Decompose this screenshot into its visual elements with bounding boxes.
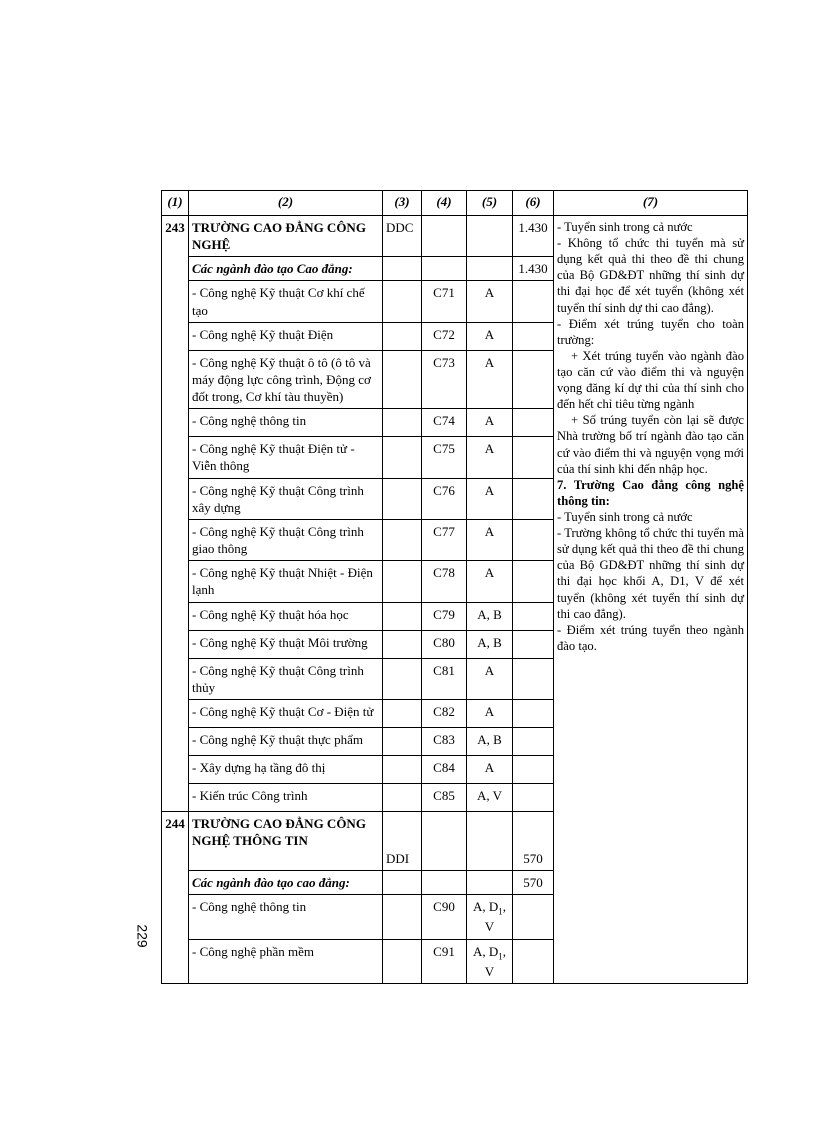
note-line: - Điểm xét trúng tuyển theo ngành đào tạo. bbox=[557, 622, 744, 653]
major-name: - Công nghệ Kỹ thuật Điện bbox=[189, 322, 383, 350]
major-name: - Công nghệ Kỹ thuật Cơ khí chế tạo bbox=[189, 281, 383, 322]
major-code: C84 bbox=[422, 755, 467, 783]
major-block: A bbox=[467, 478, 513, 519]
major-code: C85 bbox=[422, 783, 467, 811]
school-244-code: DDI bbox=[383, 811, 422, 870]
group-quota: 1.430 bbox=[513, 257, 554, 281]
note-line: - Trường không tổ chức thi tuyển mà sử dụng kết quả thi theo đề thi chung của Bộ GD&ĐT những thí sinh dự thi đại học khối A, D1, V để xét tuyển (không xét tuyển thí sinh dự thi cao đẳng). bbox=[557, 526, 744, 621]
header-col-1: (1) bbox=[162, 191, 189, 216]
major-block: A bbox=[467, 561, 513, 602]
major-name: - Công nghệ thông tin bbox=[189, 894, 383, 939]
major-block: A, $D_1$, V bbox=[467, 939, 513, 984]
page-number: 229 bbox=[134, 924, 151, 948]
major-block: A, $D_1$, V bbox=[467, 894, 513, 939]
major-name: - Công nghệ Kỹ thuật Cơ - Điện tử bbox=[189, 699, 383, 727]
admissions-table bbox=[161, 190, 748, 984]
school-243-code: DDC bbox=[383, 216, 422, 257]
major-block: A bbox=[467, 409, 513, 437]
school-243-name: TRƯỜNG CAO ĐẲNG CÔNG NGHỆ bbox=[189, 216, 383, 257]
header-col-4: (4) bbox=[422, 191, 467, 216]
major-code: C91 bbox=[422, 939, 467, 984]
major-block: A bbox=[467, 519, 513, 560]
group-label: Các ngành đào tạo Cao đẳng: bbox=[189, 257, 383, 281]
major-name: - Công nghệ phần mềm bbox=[189, 939, 383, 984]
major-code: C82 bbox=[422, 699, 467, 727]
note-line: - Điểm xét trúng tuyển cho toàn trường: bbox=[557, 316, 744, 347]
school-243-quota: 1.430 bbox=[513, 216, 554, 257]
major-name: - Kiến trúc Công trình bbox=[189, 783, 383, 811]
header-col-5: (5) bbox=[467, 191, 513, 216]
note-line: + Xét trúng tuyển vào ngành đào tạo căn cứ vào điểm thi và nguyện vọng đăng kí dự thi của thí sinh cho đến hết chỉ tiêu từng ngành bbox=[557, 348, 744, 412]
note-line: - Tuyển sinh trong cả nước bbox=[557, 220, 693, 234]
major-code: C77 bbox=[422, 519, 467, 560]
major-code: C75 bbox=[422, 437, 467, 478]
major-name: - Công nghệ Kỹ thuật Môi trường bbox=[189, 630, 383, 658]
major-block: A, B bbox=[467, 727, 513, 755]
note-line: - Tuyển sinh trong cả nước bbox=[557, 509, 693, 524]
school-243-number: 243 bbox=[162, 216, 189, 812]
header-col-6: (6) bbox=[513, 191, 554, 216]
notes-cell bbox=[554, 216, 748, 984]
note-heading: 7. Trường Cao đẳng công nghệ thông tin: bbox=[557, 477, 744, 508]
header-row bbox=[162, 191, 748, 216]
header-col-2: (2) bbox=[189, 191, 383, 216]
major-block: A, V bbox=[467, 783, 513, 811]
major-code: C76 bbox=[422, 478, 467, 519]
major-block: A, B bbox=[467, 630, 513, 658]
note-line: - Không tổ chức thi tuyển mà sử dụng kết quả thi theo đề thi chung của Bộ GD&ĐT những thí sinh dự thi đại học để xét tuyển (không xét tuyển thí sinh dự thi cao đẳng). bbox=[557, 236, 744, 315]
major-code: C78 bbox=[422, 561, 467, 602]
major-code: C74 bbox=[422, 409, 467, 437]
major-code: C81 bbox=[422, 658, 467, 699]
school-244-number: 244 bbox=[162, 811, 189, 983]
group-label: Các ngành đào tạo cao đẳng: bbox=[189, 870, 383, 894]
major-name: - Xây dựng hạ tầng đô thị bbox=[189, 755, 383, 783]
major-name: - Công nghệ Kỹ thuật ô tô (ô tô và máy động lực công trình, Động cơ đốt trong, Cơ khí tàu thuyền) bbox=[189, 350, 383, 408]
major-block: A, B bbox=[467, 602, 513, 630]
major-code: C80 bbox=[422, 630, 467, 658]
note-line: + Số trúng tuyển còn lại sẽ được Nhà trường bố trí ngành đào tạo căn cứ vào điểm thi và nguyện vọng mới của thí sinh khi đến nhập học. bbox=[557, 413, 744, 476]
group-quota: 570 bbox=[513, 870, 554, 894]
major-code: C79 bbox=[422, 602, 467, 630]
major-name: - Công nghệ Kỹ thuật thực phẩm bbox=[189, 727, 383, 755]
major-name: - Công nghệ Kỹ thuật Công trình xây dựng bbox=[189, 478, 383, 519]
major-block: A bbox=[467, 755, 513, 783]
school-244-quota: 570 bbox=[513, 811, 554, 870]
major-block: A bbox=[467, 350, 513, 408]
major-block: A bbox=[467, 658, 513, 699]
major-code: C72 bbox=[422, 322, 467, 350]
major-code: C90 bbox=[422, 894, 467, 939]
major-name: - Công nghệ thông tin bbox=[189, 409, 383, 437]
major-block: A bbox=[467, 437, 513, 478]
major-block: A bbox=[467, 322, 513, 350]
major-code: C73 bbox=[422, 350, 467, 408]
header-col-7: (7) bbox=[554, 191, 748, 216]
major-code: C83 bbox=[422, 727, 467, 755]
major-name: - Công nghệ Kỹ thuật Nhiệt - Điện lạnh bbox=[189, 561, 383, 602]
major-block: A bbox=[467, 281, 513, 322]
school-244-name: TRƯỜNG CAO ĐẲNG CÔNG NGHỆ THÔNG TIN bbox=[189, 811, 383, 870]
major-block: A bbox=[467, 699, 513, 727]
major-name: - Công nghệ Kỹ thuật Điện tử - Viễn thông bbox=[189, 437, 383, 478]
major-name: - Công nghệ Kỹ thuật Công trình thủy bbox=[189, 658, 383, 699]
header-col-3: (3) bbox=[383, 191, 422, 216]
major-name: - Công nghệ Kỹ thuật hóa học bbox=[189, 602, 383, 630]
school-243-row bbox=[162, 216, 748, 257]
major-code: C71 bbox=[422, 281, 467, 322]
major-name: - Công nghệ Kỹ thuật Công trình giao thông bbox=[189, 519, 383, 560]
